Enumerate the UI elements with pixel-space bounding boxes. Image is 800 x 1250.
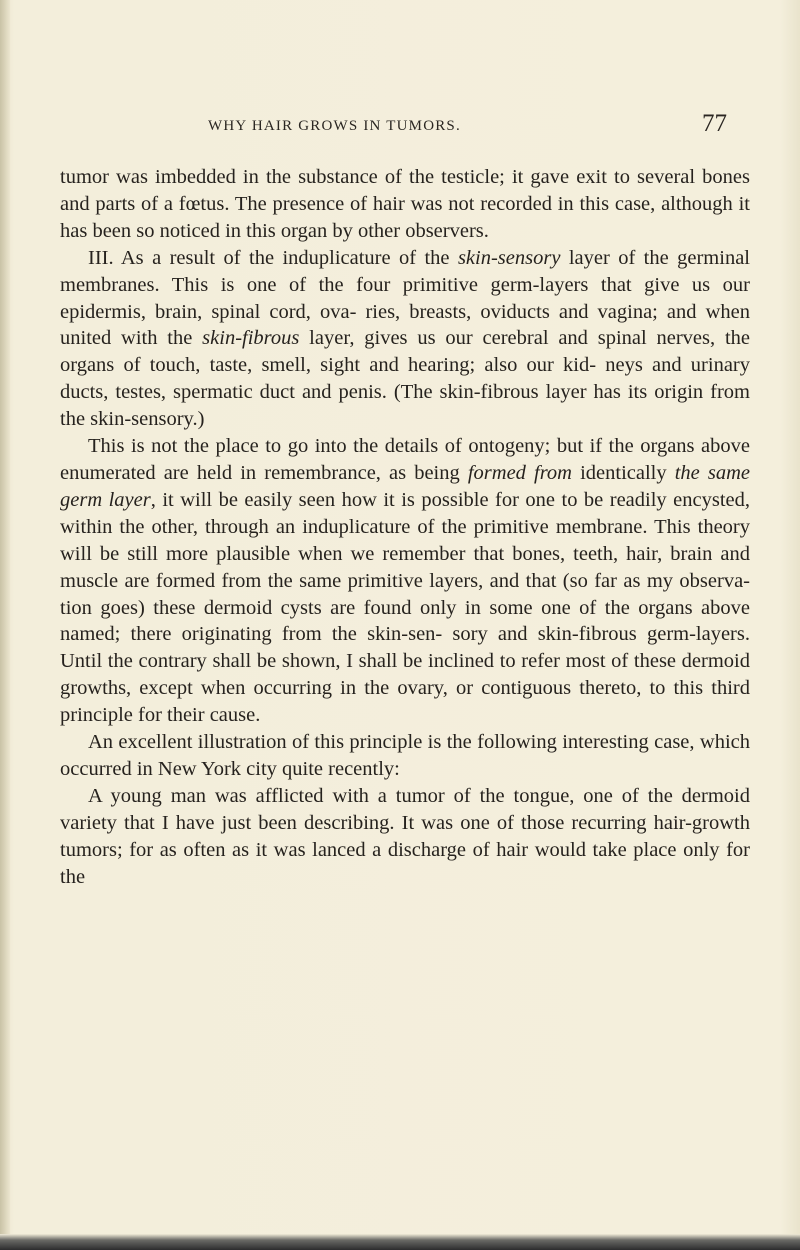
- text-run: , it will be easily seen how it is possible for one to be readily encysted, within the other, through an induplicature of the primitive membrane. This theory will be still more plausible when we remember that bones, teeth, hair, brain and muscle are formed from the same primitive layers, and that (so far as my observa- tion goes) these dermoid cysts are found only in some one of the organs above named; there originating from the skin-sen- sory and skin-fibrous germ-layers. Until the contrary shall be shown, I shall be inclined to refer most of these dermoid growths, except when occurring in the ovary, or contiguous thereto, to this third principle for their cause.: [60, 488, 750, 727]
- page-number: 77: [702, 110, 727, 137]
- text-run: This is not the place to go into the details of ontogeny; but if the organs above enumerated are held in remembrance, as being: [60, 435, 750, 484]
- paragraph-2: [60, 245, 750, 433]
- paragraph-4: [60, 729, 750, 783]
- body-text: [60, 164, 750, 890]
- paragraph-5: [60, 783, 750, 891]
- italic-term: skin-fibrous: [202, 327, 300, 350]
- italic-term: the same germ layer: [60, 461, 750, 511]
- paragraph-3: [60, 433, 750, 729]
- page-header: [0, 110, 800, 150]
- text-run: identically: [571, 461, 675, 484]
- text-run: tumor was imbedded in the substance of the testicle; it gave exit to several bones and parts of a fœtus. The presence of hair was not recorded in this case, although it has been so noticed in this organ by other observers.: [60, 166, 750, 242]
- page-bottom-edge: [0, 1234, 800, 1250]
- running-head: WHY HAIR GROWS IN TUMORS.: [208, 118, 461, 134]
- text-run: III. As a result of the induplicature of the: [88, 246, 458, 269]
- text-run: An excellent illustration of this principle is the following interesting case, which occurred in New York city quite recently:: [60, 731, 750, 780]
- text-run: layer, gives us our cerebral and spinal nerves, the organs of touch, taste, smell, sight and hearing; also our kid- neys and urinary ducts, testes, spermatic duct and penis. (The skin-fibrous layer has its origin from the skin-sensory.): [60, 327, 750, 431]
- page-gutter-shadow: [0, 0, 10, 1250]
- paragraph-1: [60, 164, 750, 245]
- text-run: A young man was afflicted with a tumor of the tongue, one of the dermoid variety that I have just been describing. It was one of those recurring hair-growth tumors; for as often as it was lanced a discharge of hair would take place only for the: [60, 784, 750, 888]
- italic-term: skin-sensory: [457, 246, 561, 269]
- italic-term: formed from: [467, 461, 572, 484]
- text-run: layer of the germinal membranes. This is one of the four primitive germ-layers that give us our epidermis, brain, spinal cord, ova- ries, breasts, oviducts and vagina; and when united with the: [60, 246, 750, 350]
